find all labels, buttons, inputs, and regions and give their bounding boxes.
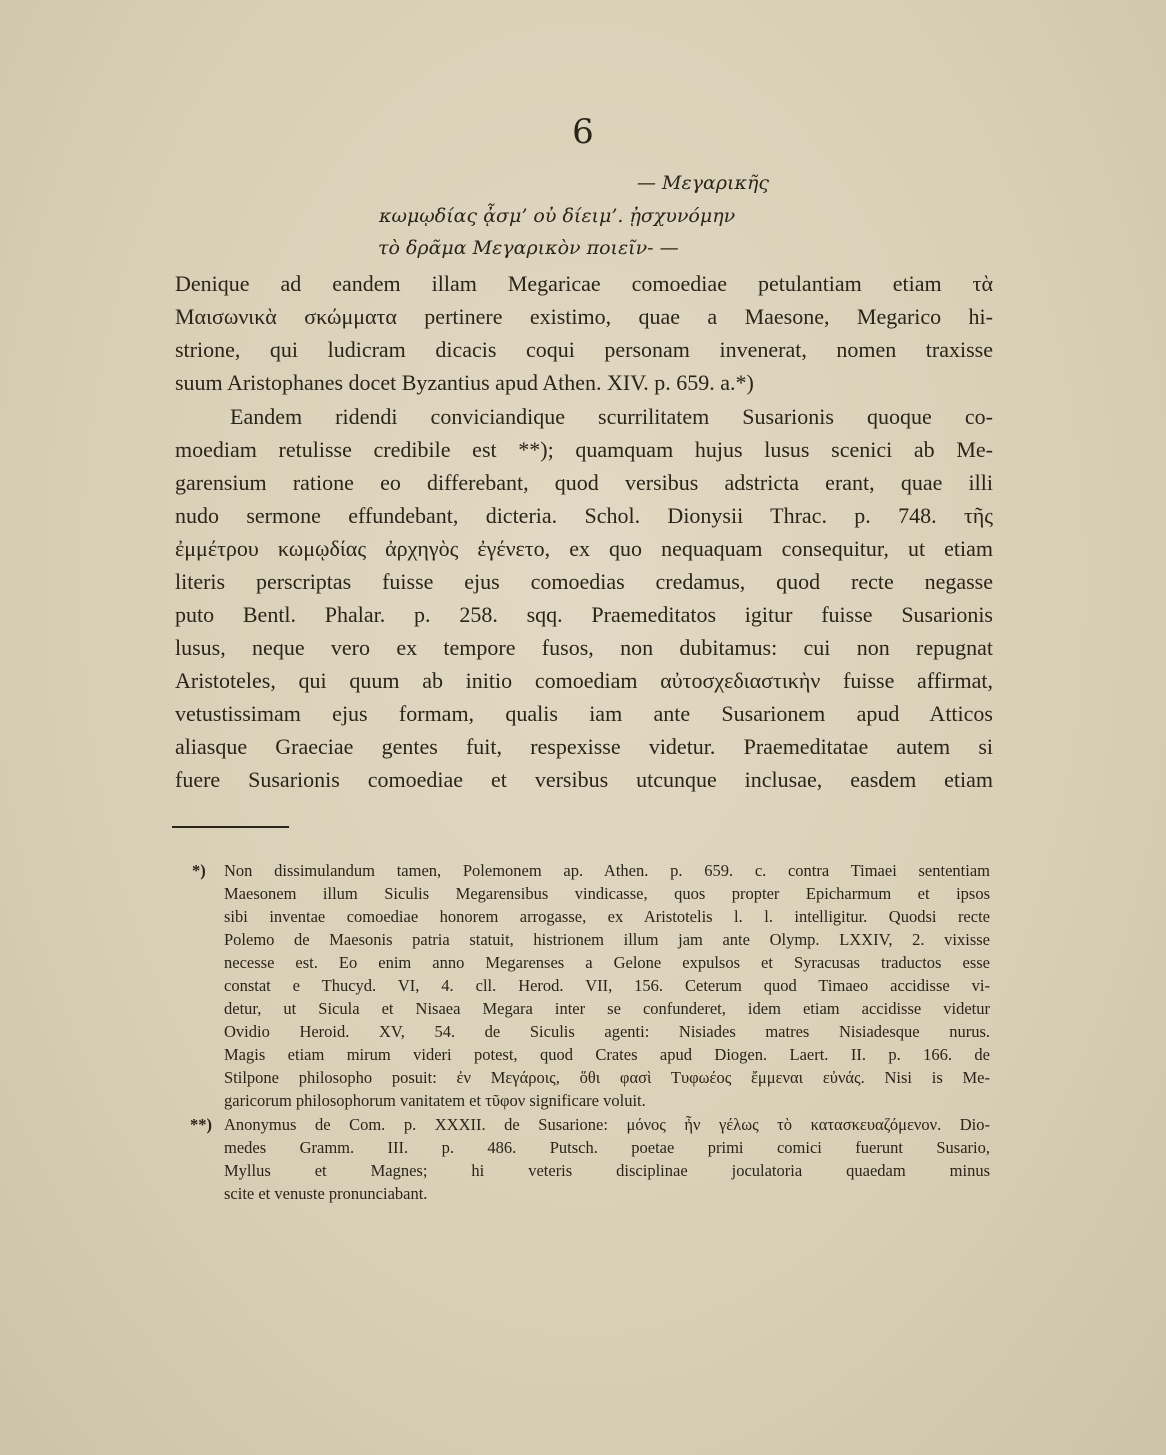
- footnote-line: detur, ut Sicula et Nisaea Megara inter se confunderet, idem etiam accidisse videtur: [224, 999, 990, 1018]
- footnote-line: garicorum philosophorum vanitatem et τῦφον significare voluit.: [224, 1091, 646, 1110]
- footnote-line: scite et venuste pronunciabant.: [224, 1184, 428, 1203]
- footnote-line: sibi inventae comoediae honorem arrogasse, ex Aristotelis l. l. intelligitur. Quodsi recte: [224, 907, 990, 926]
- footnote-line: necesse est. Eo enim anno Megarenses a Gelone expulsos et Syracusas traductos esse: [224, 953, 990, 972]
- body-text-line: puto Bentl. Phalar. p. 258. sqq. Praemeditatos igitur fuisse Susarionis: [175, 602, 993, 627]
- footnote-line: Stilpone philosopho posuit: ἐν Μεγάροις, ὅθι φασὶ Τυφωέος ἔμμεναι εὐνάς. Nisi is Me-: [224, 1068, 990, 1087]
- body-text-line: aliasque Graeciae gentes fuit, respexisse videtur. Praemeditatae autem si: [175, 734, 993, 759]
- body-text-line: lusus, neque vero ex tempore fusos, non dubitamus: cui non repugnat: [175, 635, 993, 660]
- body-text-line: strione, qui ludicram dicacis coqui personam invenerat, nomen traxisse: [175, 337, 993, 362]
- page-number: 6: [572, 112, 594, 152]
- body-text-line: Eandem ridendi conviciandique scurrilitatem Susarionis quoque co-: [230, 404, 993, 429]
- footnote-line: Non dissimulandum tamen, Polemonem ap. Athen. p. 659. c. contra Timaei sententiam: [224, 861, 990, 880]
- footnote-line: Magis etiam mirum videri potest, quod Crates apud Diogen. Laert. II. p. 166. de: [224, 1045, 990, 1064]
- body-text-line: moediam retulisse credibile est **); quamquam hujus lusus scenici ab Me-: [175, 437, 993, 462]
- footnote-marker: **): [190, 1115, 212, 1134]
- body-text-line: suum Aristophanes docet Byzantius apud Athen. XIV. p. 659. a.*): [175, 370, 754, 395]
- body-text-line: ἐμμέτρου κωμῳδίας ἀρχηγὸς ἐγένετο, ex quo nequaquam consequitur, ut etiam: [175, 536, 993, 561]
- footnote-rule: [172, 826, 289, 828]
- footnote-line: Polemo de Maesonis patria statuit, histrionem illum jam ante Olymp. LXXIV, 2. vixisse: [224, 930, 990, 949]
- greek-quote-line: τὸ δρᾶμα Μεγαρικὸν ποιεῖν- —: [378, 237, 679, 259]
- footnote-line: constat e Thucyd. VI, 4. cll. Herod. VII, 156. Ceterum quod Timaeo accidisse vi-: [224, 976, 990, 995]
- footnote-line: medes Gramm. III. p. 486. Putsch. poetae primi comici fuerunt Susario,: [224, 1138, 990, 1157]
- body-text-line: Denique ad eandem illam Megaricae comoediae petulantiam etiam τὰ: [175, 271, 993, 296]
- footnote-line: Maesonem illum Siculis Megarensibus vindicasse, quos propter Epicharmum et ipsos: [224, 884, 990, 903]
- greek-quote-line: — Μεγαρικῆς: [637, 172, 769, 194]
- body-text-line: Μαισωνικὰ σκώμματα pertinere existimo, quae a Maesone, Megarico hi-: [175, 304, 993, 329]
- footnote-line: Myllus et Magnes; hi veteris disciplinae joculatoria quaedam minus: [224, 1161, 990, 1180]
- body-text-line: literis perscriptas fuisse ejus comoedias credamus, quod recte negasse: [175, 569, 993, 594]
- body-text-line: Aristoteles, qui quum ab initio comoediam αὐτοσχεδιαστικὴν fuisse affirmat,: [175, 668, 993, 693]
- footnote-line: Ovidio Heroid. XV, 54. de Siculis agenti: Nisiades matres Nisiadesque nurus.: [224, 1022, 990, 1041]
- body-text-line: fuere Susarionis comoediae et versibus utcunque inclusae, easdem etiam: [175, 767, 993, 792]
- footnote-marker: *): [192, 861, 206, 880]
- body-text-line: garensium ratione eo differebant, quod versibus adstricta erant, quae illi: [175, 470, 993, 495]
- body-text-line: nudo sermone effundebant, dicteria. Schol. Dionysii Thrac. p. 748. τῆς: [175, 503, 993, 528]
- greek-quote-line: κωμῳδίας ᾆσμ’ οὐ δίειμ’. ᾐσχυνόμην: [379, 205, 736, 227]
- footnote-line: Anonymus de Com. p. XXXII. de Susarione: μόνος ἦν γέλως τὸ κατασκευαζόμενον. Dio-: [224, 1115, 990, 1134]
- body-text-line: vetustissimam ejus formam, qualis iam ante Susarionem apud Atticos: [175, 701, 993, 726]
